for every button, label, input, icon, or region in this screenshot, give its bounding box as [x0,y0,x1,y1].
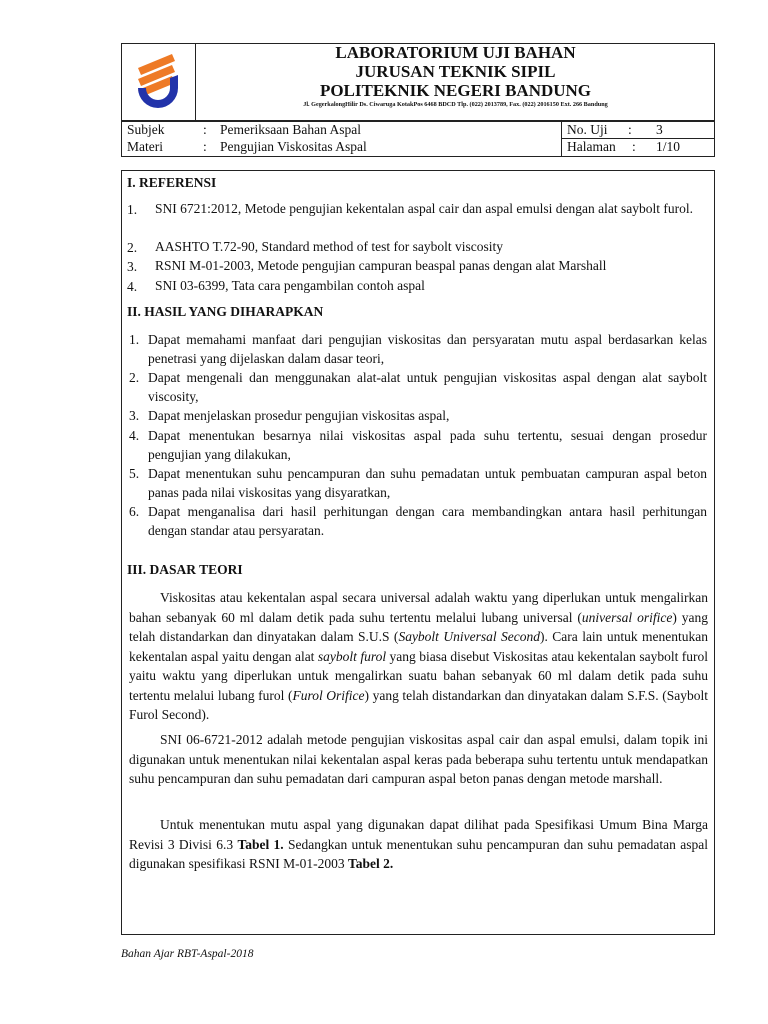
goal-number: 3. [129,408,140,423]
goal-item: Dapat menentukan besarnya nilai viskositas aspal pada suhu tertentu, sesuai dengan prosedur pengujian yang dilakukan, [148,428,707,462]
goal-number: 4. [129,428,140,443]
ref-item: RSNI M-01-2003, Metode pengujian campuran beaspal panas dengan alat Marshall [155,258,607,273]
goal-number: 5. [129,466,140,481]
department-title: JURUSAN TEKNIK SIPIL [355,62,556,81]
goal-item: Dapat menganalisa dari hasil perhitungan dengan cara membandingkan antara hasil perhitungan dengan standar atau persyaratan. [148,504,707,538]
teori-paragraph-3: Untuk menentukan mutu aspal yang digunakan dapat dilihat pada Spesifikasi Umum Bina Marga Revisi 3 Divisi 6.3 Tabel 1. Sedangkan untuk menentukan suhu pencampuran dan suhu pemadatan aspal digunakan spesifikasi RSNI M-01-2003 Tabel 2. [129,817,708,871]
goal-item: Dapat memahami manfaat dari pengujian viskositas dan persyaratan mutu aspal berdasarkan kelas penetrasi yang dijelaskan dalam dasar teori, [148,332,707,366]
ref-item: SNI 6721:2012, Metode pengujian kekentalan aspal cair dan aspal emulsi dengan alat saybolt furol. [155,201,693,216]
materi-label: Materi [127,139,163,154]
teori-heading: III. DASAR TEORI [127,562,243,577]
ref-item: SNI 03-6399, Tata cara pengambilan contoh aspal [155,278,425,293]
ref-number: 3. [127,259,138,274]
hasil-heading: II. HASIL YANG DIHARAPKAN [127,304,324,319]
ref-number: 4. [127,279,138,294]
subjek-label: Subjek [127,122,165,137]
teori-paragraph-1: Viskositas atau kekentalan aspal secara universal adalah waktu yang diperlukan untuk mengalirkan bahan sebanyak 60 ml dalam detik pada suhu tertentu melalui lubang universal (universal orifice) yang telah distandarkan dan dinyatakan dalam S.U.S (Saybolt Universal Second). Cara lain untuk menentukan kekentalan aspal yaitu dengan alat saybolt furol yang biasa disebut Viskositas atau kekentalan saybolt furol yaitu waktu yang diperlukan untuk mengalirkan suatu bahan sebanyak 60 ml dalam detik pada suhu tertentu melalui lubang furol (Furol Orifice) yang telah distandarkan dan dinyatakan dalam S.F.S. (Saybolt Furol Second). [129,590,708,722]
goal-number: 6. [129,504,140,519]
materi-separator: : [203,139,207,154]
ref-item: AASHTO T.72-90, Standard method of test for saybolt viscosity [155,239,503,254]
goal-number: 2. [129,370,140,385]
subjek-value: Pemeriksaan Bahan Aspal [220,122,361,137]
info-table [121,121,715,157]
teori-paragraph-2: SNI 06-6721-2012 adalah metode pengujian viskositas aspal cair dan aspal emulsi, dalam topik ini digunakan untuk menentukan nilai kekentalan aspal keras pada beberapa suhu tertentu untuk mendapatkan suhu pencampuran dan suhu pemadatan dari campuran aspal beton panas dengan metode marshall. [129,732,708,786]
materi-value: Pengujian Viskositas Aspal [220,139,367,154]
halaman-value: 1/10 [656,139,681,154]
ref-number: 2. [127,240,138,255]
goal-item: Dapat menentukan suhu pencampuran dan suhu pemadatan untuk pembuatan campuran aspal beton panas pada nilai viskositas yang disyaratkan, [148,466,707,500]
referensi-heading: I. REFERENSI [127,175,217,190]
halaman-label: Halaman [567,139,616,154]
halaman-separator: : [632,139,636,154]
ref-number: 1. [127,202,138,217]
no-uji-value: 3 [656,122,663,137]
goal-number: 1. [129,332,140,347]
no-uji-label: No. Uji [567,122,608,137]
page-footer: Bahan Ajar RBT-Aspal-2018 [121,948,254,960]
info-table-divider [561,121,562,157]
lab-title: LABORATORIUM UJI BAHAN [335,43,576,62]
subjek-separator: : [203,122,207,137]
institution-address: Jl. GegerkalongHilir Ds. Ciwaruga KotakPos 6468 BDCD Tlp. (022) 2013789, Fax. (022) 2016150 Ext. 266 Bandung [303,101,608,108]
goal-item: Dapat menjelaskan prosedur pengujian viskositas aspal, [148,408,450,423]
polban-logo-icon [128,48,188,114]
no-uji-separator: : [628,122,632,137]
institution-title: POLITEKNIK NEGERI BANDUNG [319,81,592,100]
goal-item: Dapat mengenali dan menggunakan alat-alat untuk pengujian viskositas aspal dengan alat saybolt viscosity, [148,370,707,404]
